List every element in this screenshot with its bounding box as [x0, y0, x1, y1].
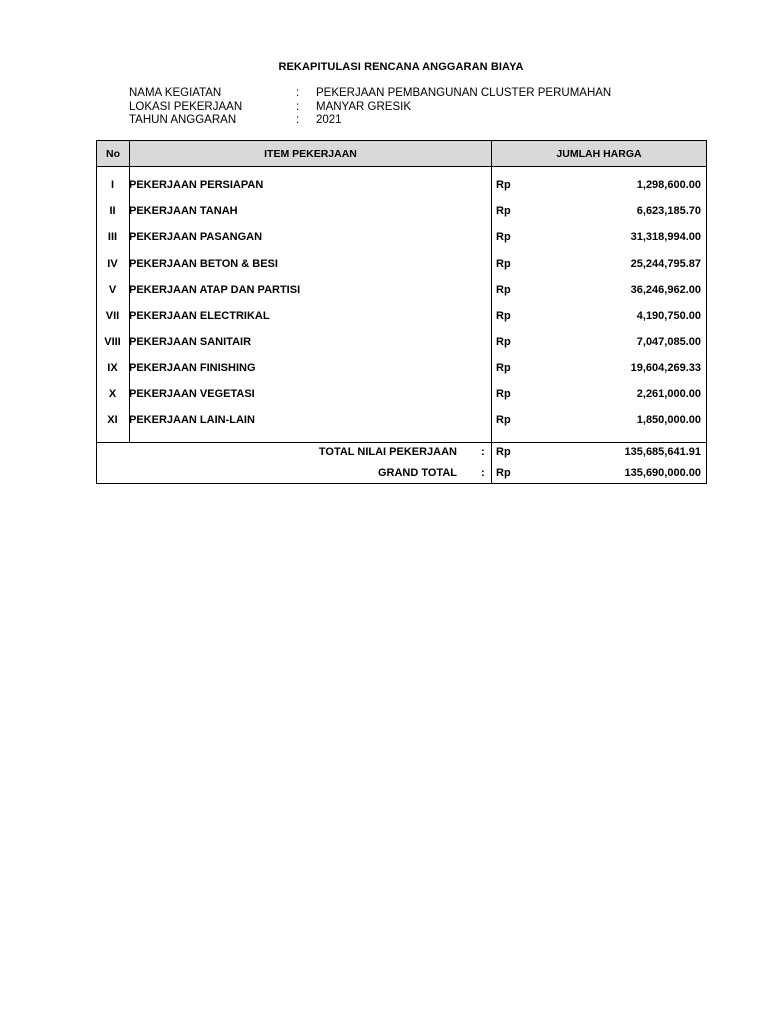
row-currency: Rp: [496, 414, 511, 426]
table-row: [97, 205, 706, 221]
table-row: [97, 231, 706, 247]
row-item: PEKERJAAN FINISHING: [129, 362, 256, 374]
row-number: X: [108, 388, 117, 400]
row-currency: Rp: [496, 388, 511, 400]
row-item: PEKERJAAN LAIN-LAIN: [129, 414, 255, 426]
row-amount: 7,047,085.00: [636, 336, 701, 348]
table-row: [97, 284, 706, 300]
row-item: PEKERJAAN BETON & BESI: [129, 258, 278, 270]
row-currency: Rp: [496, 205, 511, 217]
row-number: VII: [105, 310, 120, 322]
info-value: PEKERJAAN PEMBANGUNAN CLUSTER PERUMAHAN: [316, 87, 612, 99]
row-amount: 1,850,000.00: [636, 414, 701, 426]
row-item: PEKERJAAN ATAP DAN PARTISI: [129, 284, 301, 296]
header-no: No: [97, 141, 130, 166]
info-value: 2021: [316, 114, 342, 126]
row-number: V: [108, 284, 117, 296]
info-colon: :: [296, 100, 300, 113]
row-number: II: [109, 205, 116, 217]
total-amount: 135,685,641.91: [624, 446, 701, 458]
row-number: I: [110, 179, 115, 191]
row-number: IX: [107, 362, 118, 374]
document-title: REKAPITULASI RENCANA ANGGARAN BIAYA: [278, 61, 524, 73]
info-label: LOKASI PEKERJAAN: [129, 100, 243, 113]
table-row: [97, 336, 706, 352]
info-value: MANYAR GRESIK: [316, 100, 411, 113]
row-item: PEKERJAAN VEGETASI: [129, 388, 255, 400]
row-currency: Rp: [496, 362, 511, 374]
info-colon: :: [296, 114, 300, 126]
table-header: [97, 141, 706, 167]
row-currency: Rp: [496, 179, 511, 191]
row-amount: 2,261,000.00: [636, 388, 701, 400]
budget-recap-table: [96, 140, 707, 484]
header-item-pekerjaan: ITEM PEKERJAAN: [130, 141, 492, 166]
grand-total-label: GRAND TOTAL: [377, 467, 457, 479]
total-label: TOTAL NILAI PEKERJAAN: [318, 446, 457, 458]
row-number: III: [107, 231, 118, 243]
table-row: [97, 362, 706, 378]
table-row: [97, 388, 706, 404]
row-item: PEKERJAAN TANAH: [129, 205, 238, 217]
grand-total-currency: Rp: [496, 467, 511, 479]
total-colon: :: [481, 446, 485, 458]
row-item: PEKERJAAN ELECTRIKAL: [129, 310, 270, 322]
row-amount: 1,298,600.00: [636, 179, 701, 191]
total-currency: Rp: [496, 446, 511, 458]
grand-total-row: [97, 467, 706, 483]
total-row: [97, 446, 706, 462]
totals-divider: [97, 442, 706, 443]
info-colon: :: [296, 87, 300, 99]
grand-total-amount: 135,690,000.00: [624, 467, 701, 479]
row-currency: Rp: [496, 310, 511, 322]
row-amount: 25,244,795.87: [630, 258, 701, 270]
header-jumlah-harga: JUMLAH HARGA: [492, 141, 706, 166]
row-amount: 36,246,962.00: [630, 284, 701, 296]
row-amount: 19,604,269.33: [630, 362, 701, 374]
row-currency: Rp: [496, 258, 511, 270]
row-amount: 4,190,750.00: [636, 310, 701, 322]
row-number: IV: [107, 258, 118, 270]
table-row: [97, 414, 706, 430]
table-row: [97, 179, 706, 195]
grand-total-colon: :: [481, 467, 485, 479]
row-amount: 6,623,185.70: [636, 205, 701, 217]
row-item: PEKERJAAN SANITAIR: [129, 336, 252, 348]
info-label: NAMA KEGIATAN: [129, 87, 222, 99]
row-currency: Rp: [496, 231, 511, 243]
row-currency: Rp: [496, 284, 511, 296]
row-number: XI: [107, 414, 118, 426]
info-label: TAHUN ANGGARAN: [129, 114, 237, 126]
table-row: [97, 258, 706, 274]
row-item: PEKERJAAN PERSIAPAN: [129, 179, 264, 191]
row-item: PEKERJAAN PASANGAN: [129, 231, 263, 243]
row-amount: 31,318,994.00: [630, 231, 701, 243]
row-currency: Rp: [496, 336, 511, 348]
table-row: [97, 310, 706, 326]
row-number: VIII: [104, 336, 121, 348]
